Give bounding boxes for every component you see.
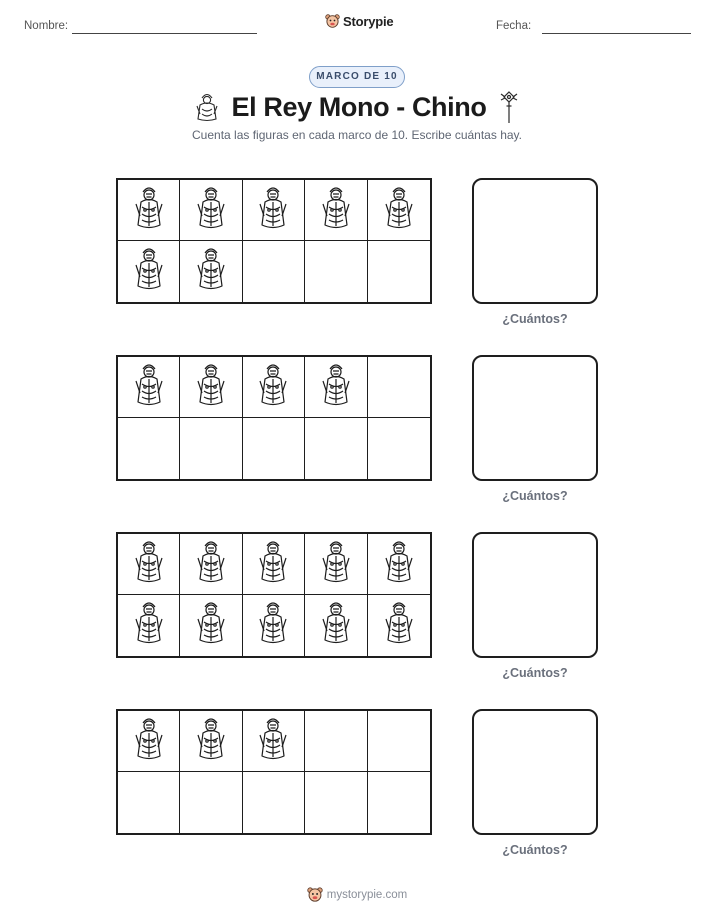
monkey-king-figure-icon bbox=[318, 185, 354, 236]
frame-cell bbox=[243, 534, 305, 595]
monkey-king-figure-icon bbox=[318, 600, 354, 651]
frame-cell bbox=[368, 711, 430, 772]
footer-site: mystorypie.com bbox=[326, 888, 408, 901]
frame-cell bbox=[180, 241, 242, 302]
date-line[interactable] bbox=[542, 33, 691, 34]
frame-cell bbox=[368, 772, 430, 833]
frame-cell bbox=[243, 180, 305, 241]
frame-cell bbox=[118, 357, 180, 418]
frame-cell bbox=[305, 357, 367, 418]
frame-cell bbox=[243, 241, 305, 302]
frame-cell bbox=[368, 595, 430, 656]
brand-logo bbox=[325, 13, 393, 29]
answer-box-4[interactable] bbox=[472, 709, 598, 835]
ten-frame-1 bbox=[116, 178, 432, 304]
brand-name: Storypie bbox=[343, 13, 394, 29]
frame-cell bbox=[118, 180, 180, 241]
frame-cell bbox=[368, 534, 430, 595]
answer-label-3: ¿Cuántos? bbox=[502, 666, 568, 680]
answer-box-2[interactable] bbox=[472, 355, 598, 481]
monkey-king-figure-icon bbox=[255, 716, 291, 767]
monkey-king-figure-icon bbox=[255, 362, 291, 413]
monkey-king-figure-icon bbox=[193, 185, 229, 236]
answer-box-1[interactable] bbox=[472, 178, 598, 304]
frame-cell bbox=[180, 772, 242, 833]
frame-cell bbox=[305, 534, 367, 595]
monkey-king-figure-icon bbox=[318, 362, 354, 413]
frame-cell bbox=[180, 357, 242, 418]
frame-cell bbox=[243, 595, 305, 656]
frame-cell bbox=[118, 534, 180, 595]
footer bbox=[0, 886, 714, 903]
monkey-king-figure-icon bbox=[381, 600, 417, 651]
frame-cell bbox=[180, 180, 242, 241]
monkey-king-figure-icon bbox=[255, 539, 291, 590]
monkey-king-figure-icon bbox=[381, 185, 417, 236]
frame-cell bbox=[180, 711, 242, 772]
frame-cell bbox=[180, 595, 242, 656]
frame-cell bbox=[118, 241, 180, 302]
monkey-king-figure-icon bbox=[131, 716, 167, 767]
page-title: El Rey Mono - Chino bbox=[231, 91, 487, 122]
ten-frame-4 bbox=[116, 709, 432, 835]
ten-frame-3 bbox=[116, 532, 432, 658]
monkey-king-figure-icon bbox=[193, 600, 229, 651]
name-line[interactable] bbox=[72, 33, 257, 34]
monkey-king-figure-icon bbox=[193, 539, 229, 590]
frame-cell bbox=[305, 772, 367, 833]
answer-label-2: ¿Cuántos? bbox=[502, 489, 568, 503]
answer-box-3[interactable] bbox=[472, 532, 598, 658]
frame-cell bbox=[305, 241, 367, 302]
frame-cell bbox=[368, 180, 430, 241]
title-row bbox=[0, 90, 714, 124]
frame-cell bbox=[368, 418, 430, 479]
frame-cell bbox=[243, 711, 305, 772]
frame-cell bbox=[118, 418, 180, 479]
answer-label-4: ¿Cuántos? bbox=[502, 843, 568, 857]
answer-label-1: ¿Cuántos? bbox=[502, 312, 568, 326]
monkey-king-figure-icon bbox=[193, 246, 229, 297]
mascot-icon bbox=[325, 13, 340, 29]
frame-cell bbox=[305, 711, 367, 772]
monkey-king-figure-icon bbox=[255, 185, 291, 236]
ten-frame-2 bbox=[116, 355, 432, 481]
monkey-king-icon bbox=[194, 92, 220, 122]
monkey-king-figure-icon bbox=[131, 362, 167, 413]
monkey-king-figure-icon bbox=[131, 539, 167, 590]
frame-cell bbox=[180, 534, 242, 595]
frame-cell bbox=[305, 595, 367, 656]
name-label: Nombre: bbox=[24, 20, 69, 32]
instructions: Cuenta las figuras en cada marco de 10. Escribe cuántas hay. bbox=[192, 128, 522, 142]
golden-staff-icon bbox=[498, 90, 520, 124]
monkey-king-figure-icon bbox=[255, 600, 291, 651]
frame-cell bbox=[118, 595, 180, 656]
monkey-king-figure-icon bbox=[131, 185, 167, 236]
frame-cell bbox=[243, 357, 305, 418]
monkey-king-figure-icon bbox=[131, 600, 167, 651]
frame-cell bbox=[305, 180, 367, 241]
worksheet-type-badge: MARCO DE 10 bbox=[309, 66, 405, 88]
monkey-king-figure-icon bbox=[318, 539, 354, 590]
frame-cell bbox=[118, 711, 180, 772]
frame-cell bbox=[368, 241, 430, 302]
mascot-icon bbox=[307, 886, 323, 903]
frame-cell bbox=[305, 418, 367, 479]
monkey-king-figure-icon bbox=[381, 539, 417, 590]
monkey-king-figure-icon bbox=[131, 246, 167, 297]
frame-cell bbox=[243, 418, 305, 479]
monkey-king-figure-icon bbox=[193, 362, 229, 413]
frame-cell bbox=[180, 418, 242, 479]
frame-cell bbox=[368, 357, 430, 418]
date-label: Fecha: bbox=[496, 20, 532, 32]
monkey-king-figure-icon bbox=[193, 716, 229, 767]
frame-cell bbox=[118, 772, 180, 833]
frame-cell bbox=[243, 772, 305, 833]
